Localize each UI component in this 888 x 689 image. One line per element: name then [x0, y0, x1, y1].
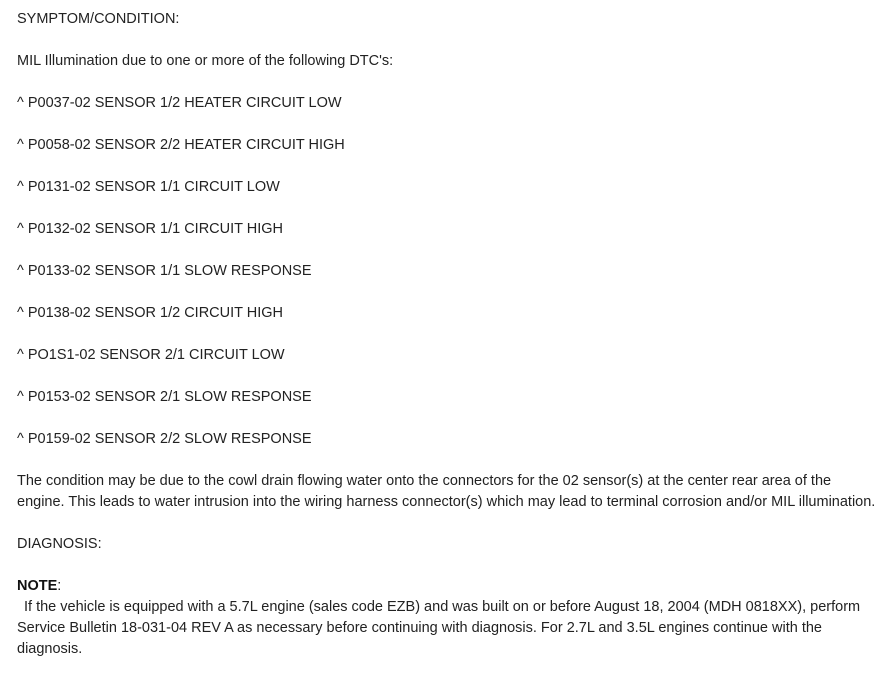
dtc-item: ^ P0131-02 SENSOR 1/1 CIRCUIT LOW — [17, 179, 280, 195]
note-text: If the vehicle is equipped with a 5.7L engine (sales code EZB) and was built on or before August 18, 2004 (MDH 0818XX), perform Service Bulletin 18-031-04 REV A as necessary before continuing with diagnosis. For 2.7L and 3.5L engines continue with the diagnosis. — [17, 599, 861, 657]
dtc-item: ^ P0159-02 SENSOR 2/2 SLOW RESPONSE — [17, 431, 312, 447]
dtc-item: ^ P0037-02 SENSOR 1/2 HEATER CIRCUIT LOW — [17, 95, 342, 111]
dtc-item: ^ P0058-02 SENSOR 2/2 HEATER CIRCUIT HIGH — [17, 137, 345, 153]
dtc-item: ^ P0153-02 SENSOR 2/1 SLOW RESPONSE — [17, 389, 312, 405]
note-colon: : — [57, 578, 62, 594]
document-body — [17, 9, 879, 660]
dtc-item: ^ PO1S1-02 SENSOR 2/1 CIRCUIT LOW — [17, 347, 285, 363]
note-label: NOTE — [17, 578, 58, 594]
note-block — [17, 576, 879, 660]
intro-text: MIL Illumination due to one or more of the following DTC's: — [17, 53, 394, 69]
dtc-list — [17, 93, 879, 450]
dtc-item: ^ P0138-02 SENSOR 1/2 CIRCUIT HIGH — [17, 305, 284, 321]
symptom-heading: SYMPTOM/CONDITION: — [17, 11, 180, 27]
condition-paragraph: The condition may be due to the cowl drain flowing water onto the connectors for the 02 sensor(s) at the center rear area of the engine. This leads to water intrusion into the wiring harness connector(s) which may lead to terminal corrosion and/or MIL illumination. — [17, 473, 876, 510]
note-header — [17, 576, 879, 597]
dtc-item: ^ P0133-02 SENSOR 1/1 SLOW RESPONSE — [17, 263, 312, 279]
diagnosis-heading: DIAGNOSIS: — [17, 536, 102, 552]
dtc-item: ^ P0132-02 SENSOR 1/1 CIRCUIT HIGH — [17, 221, 284, 237]
